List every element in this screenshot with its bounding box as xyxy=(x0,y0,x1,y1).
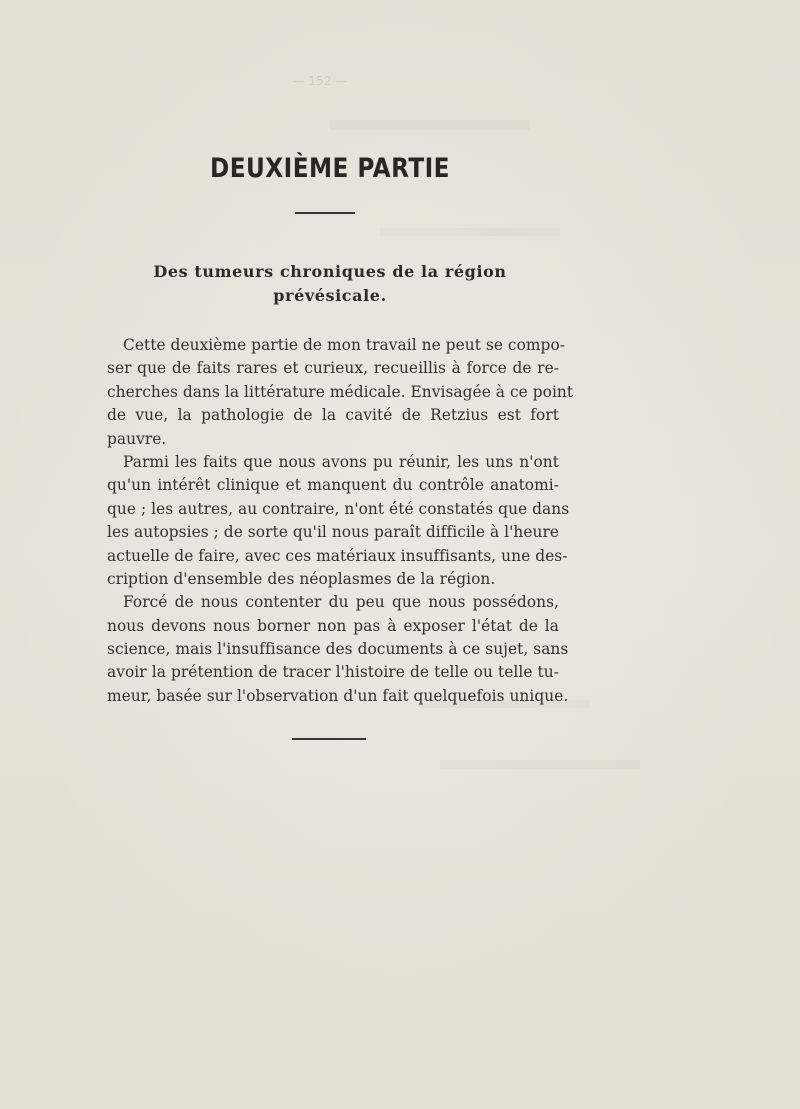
body-text xyxy=(107,334,574,708)
text-line: ser que de faits rares et curieux, recueillis à force de re- xyxy=(107,359,559,378)
part-title: DEUXIÈME PARTIE xyxy=(210,153,450,184)
text-line: Forcé de nous contenter du peu que nous possédons, xyxy=(123,593,559,612)
page-number: — 152 — xyxy=(292,74,348,88)
text-line: de vue, la pathologie de la cavité de Retzius est fort xyxy=(107,406,559,425)
text-line: que ; les autres, au contraire, n'ont été constatés que dans xyxy=(107,499,570,518)
text-line: actuelle de faire, avec ces matériaux insuffisants, une des- xyxy=(107,546,568,565)
bleed-through xyxy=(440,760,640,769)
text-line: Cette deuxième partie de mon travail ne peut se compo- xyxy=(123,336,566,354)
text-line: meur, basée sur l'observation d'un fait quelquefois unique. xyxy=(107,686,569,705)
text-line: pauvre. xyxy=(107,429,167,448)
text-line: science, mais l'insuffisance des documents à ce sujet, sans xyxy=(107,640,569,659)
text-line: avoir la prétention de tracer l'histoire de telle ou telle tu- xyxy=(107,663,559,682)
end-rule xyxy=(292,738,366,740)
bleed-through xyxy=(330,120,530,130)
title-rule xyxy=(295,212,355,214)
text-line: cription d'ensemble des néoplasmes de la région. xyxy=(107,569,496,588)
text-line: cherches dans la littérature médicale. Envisagée à ce point xyxy=(107,382,574,401)
bleed-through xyxy=(380,228,560,236)
text-line: les autopsies ; de sorte qu'il nous paraît difficile à l'heure xyxy=(107,523,560,542)
text-line: nous devons nous borner non pas à exposer l'état de la xyxy=(107,616,559,635)
section-title-line: Des tumeurs chroniques de la région xyxy=(153,262,507,281)
section-title xyxy=(130,260,530,308)
text-line: qu'un intérêt clinique et manquent du contrôle anatomi- xyxy=(107,476,559,495)
text-line: Parmi les faits que nous avons pu réunir, les uns n'ont xyxy=(123,452,559,471)
section-title-line: prévésicale. xyxy=(273,286,387,305)
